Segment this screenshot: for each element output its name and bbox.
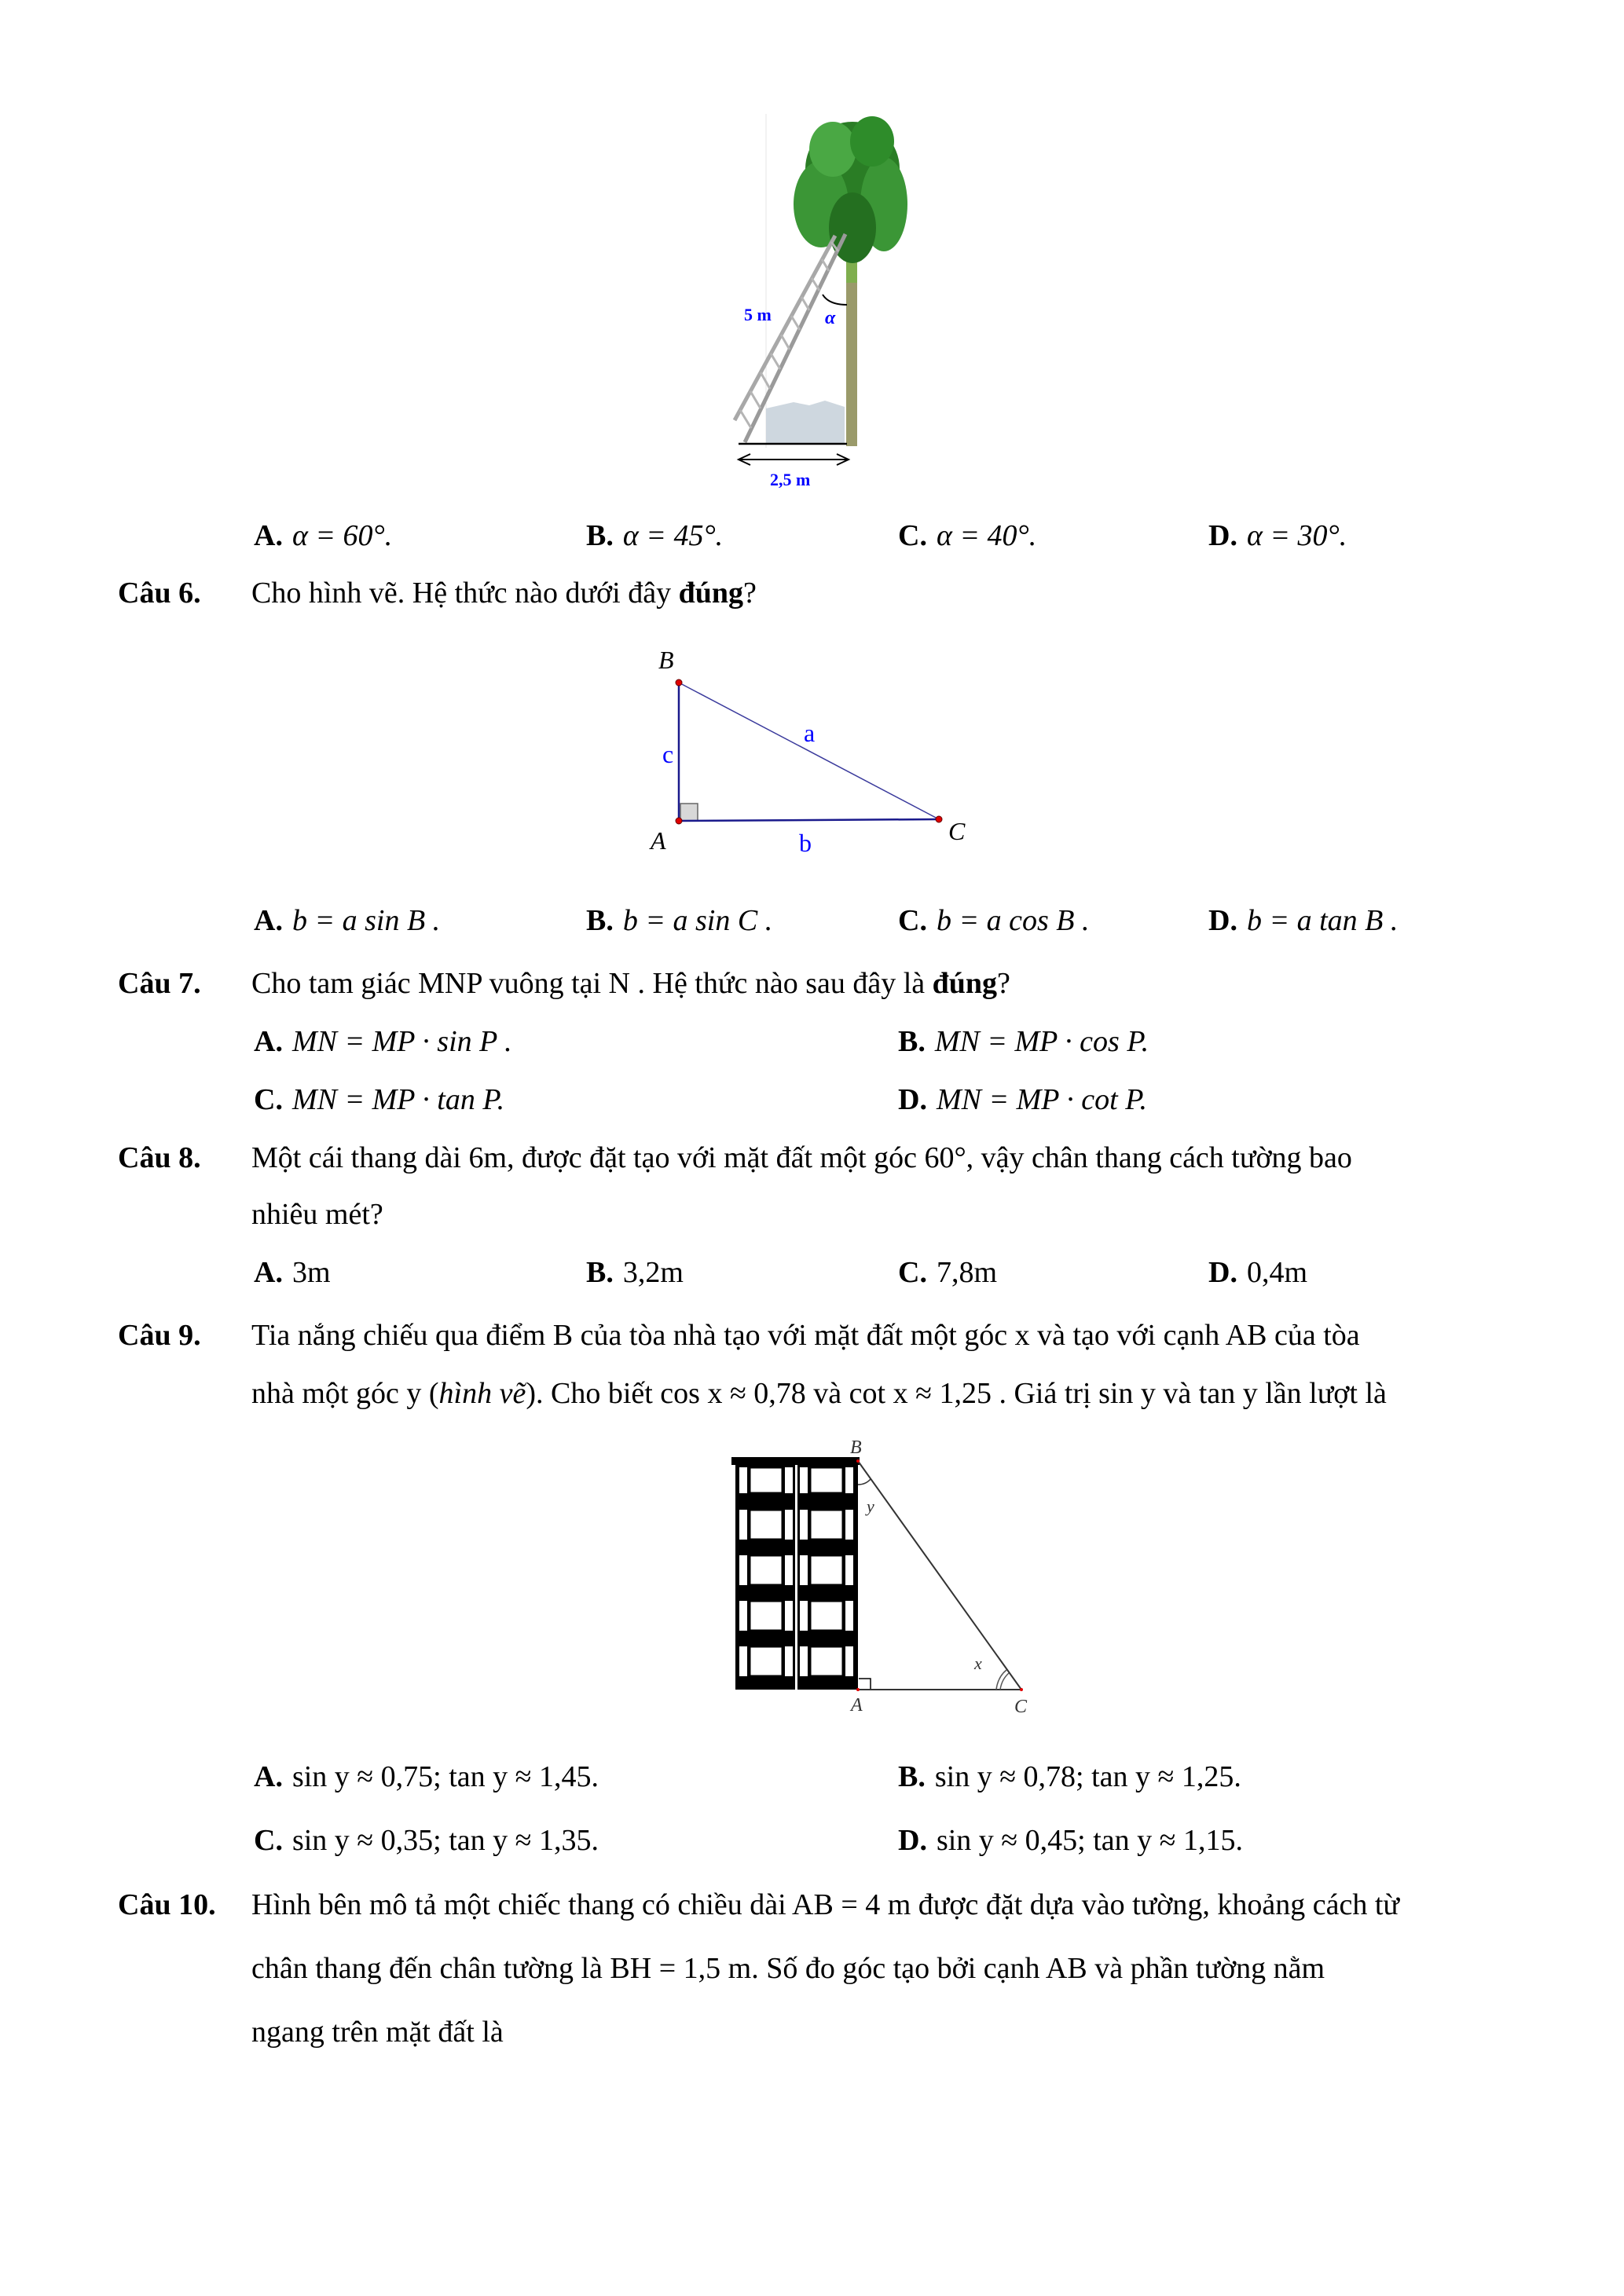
q9-option-c[interactable] [254,1823,599,1858]
option-label: D. [1208,519,1237,552]
option-text: b = a cos B . [936,904,1090,937]
question-text-line-3: ngang trên mặt đất là [251,2016,504,2049]
option-label: B. [586,904,614,937]
q9-option-d[interactable] [898,1823,1243,1858]
question-emphasis: đúng [932,967,998,1000]
question-text-part: ? [997,967,1010,1000]
option-text: b = a tan B . [1246,904,1399,937]
question-text-part: Cho tam giác MNP vuông tại N . Hệ thức nào sau đây là [251,967,933,1000]
option-text: α = 45°. [622,519,724,552]
option-label: D. [1208,904,1237,937]
option-text: 3,2m [622,1256,684,1289]
angle-alpha-label: α [825,308,836,328]
question-number: Câu 8. [118,1141,201,1174]
question-text-line-2: chân thang đến chân tường là BH = 1,5 m. Số đo góc tạo bởi cạnh AB và phần tường nằm [251,1952,1325,1985]
option-label: D. [898,1083,927,1116]
option-text: MN = MP · sin P . [291,1025,512,1058]
question-text-italic: hình vẽ [438,1377,526,1410]
question-number: Câu 7. [118,967,201,1000]
question-text-part: ? [742,577,757,610]
option-label: B. [586,519,614,552]
option-text: 0,4m [1246,1256,1308,1289]
vertex-a-label: A [851,1695,863,1716]
question-text-part: nhà một góc y ( [251,1377,439,1410]
ladder-length-label: 5 m [744,305,772,324]
option-label: C. [898,519,927,552]
vertex-a-label: A [651,826,666,855]
vertex-b-label: B [658,646,674,674]
base-distance-label: 2,5 m [770,470,811,489]
option-text: sin y ≈ 0,75; tan y ≈ 1,45. [291,1760,599,1793]
option-label: A. [254,519,283,552]
side-b-label: b [799,829,812,857]
side-a-label: a [804,719,816,747]
option-text: MN = MP · cot P. [936,1083,1148,1116]
q9-option-a[interactable] [254,1760,599,1794]
vertex-c-label: C [1014,1697,1028,1717]
option-text: sin y ≈ 0,45; tan y ≈ 1,15. [936,1824,1243,1857]
option-text: α = 30°. [1246,519,1347,552]
option-text: b = a sin B . [291,904,441,937]
question-text-line-1: Hình bên mô tả một chiếc thang có chiều dài AB = 4 m được đặt dựa vào tường, khoảng cách từ [251,1888,1399,1921]
vertex-b-label: B [850,1437,862,1458]
option-text: MN = MP · cos P. [934,1025,1149,1058]
question-text-line-2: nhiêu mét? [251,1198,383,1231]
angle-x-label: x [974,1653,982,1673]
option-label: D. [1208,1256,1237,1289]
question-text-line-1: Một cái thang dài 6m, được đặt tạo với mặt đất một góc 60°, vậy chân thang cách tường bao [251,1141,1352,1174]
option-text: MN = MP · tan P. [291,1083,505,1116]
option-text: α = 60°. [291,519,393,552]
option-text: 3m [291,1256,331,1289]
option-label: A. [254,1025,283,1058]
option-label: A. [254,1256,283,1289]
option-text: α = 40°. [936,519,1037,552]
option-label: C. [254,1083,283,1116]
option-label: C. [898,1256,927,1289]
option-label: A. [254,1760,283,1793]
question-emphasis: đúng [678,577,743,610]
option-label: B. [586,1256,614,1289]
option-text: sin y ≈ 0,78; tan y ≈ 1,25. [934,1760,1241,1793]
question-number: Câu 9. [118,1319,201,1352]
question-text-line-1: Tia nắng chiếu qua điểm B của tòa nhà tạo với mặt đất một góc x và tạo với cạnh AB của tòa [251,1319,1360,1352]
option-label: D. [898,1824,927,1857]
question-number: Câu 10. [118,1888,216,1921]
option-label: B. [898,1025,926,1058]
option-text: sin y ≈ 0,35; tan y ≈ 1,35. [291,1824,599,1857]
question-number: Câu 6. [118,577,201,610]
option-label: A. [254,904,283,937]
option-text: b = a sin C . [622,904,773,937]
side-c-label: c [662,740,674,768]
option-label: C. [254,1824,283,1857]
option-text: 7,8m [936,1256,998,1289]
vertex-c-label: C [948,817,966,845]
question-text-part: Cho hình vẽ. Hệ thức nào dưới đây [251,577,679,610]
option-label: C. [898,904,927,937]
question-text-part: ). Cho biết cos x ≈ 0,78 và cot x ≈ 1,25 . Giá trị sin y và tan y lần lượt là [526,1377,1387,1410]
q9-option-b[interactable] [898,1760,1241,1794]
angle-y-label: y [867,1496,874,1516]
option-label: B. [898,1760,926,1793]
